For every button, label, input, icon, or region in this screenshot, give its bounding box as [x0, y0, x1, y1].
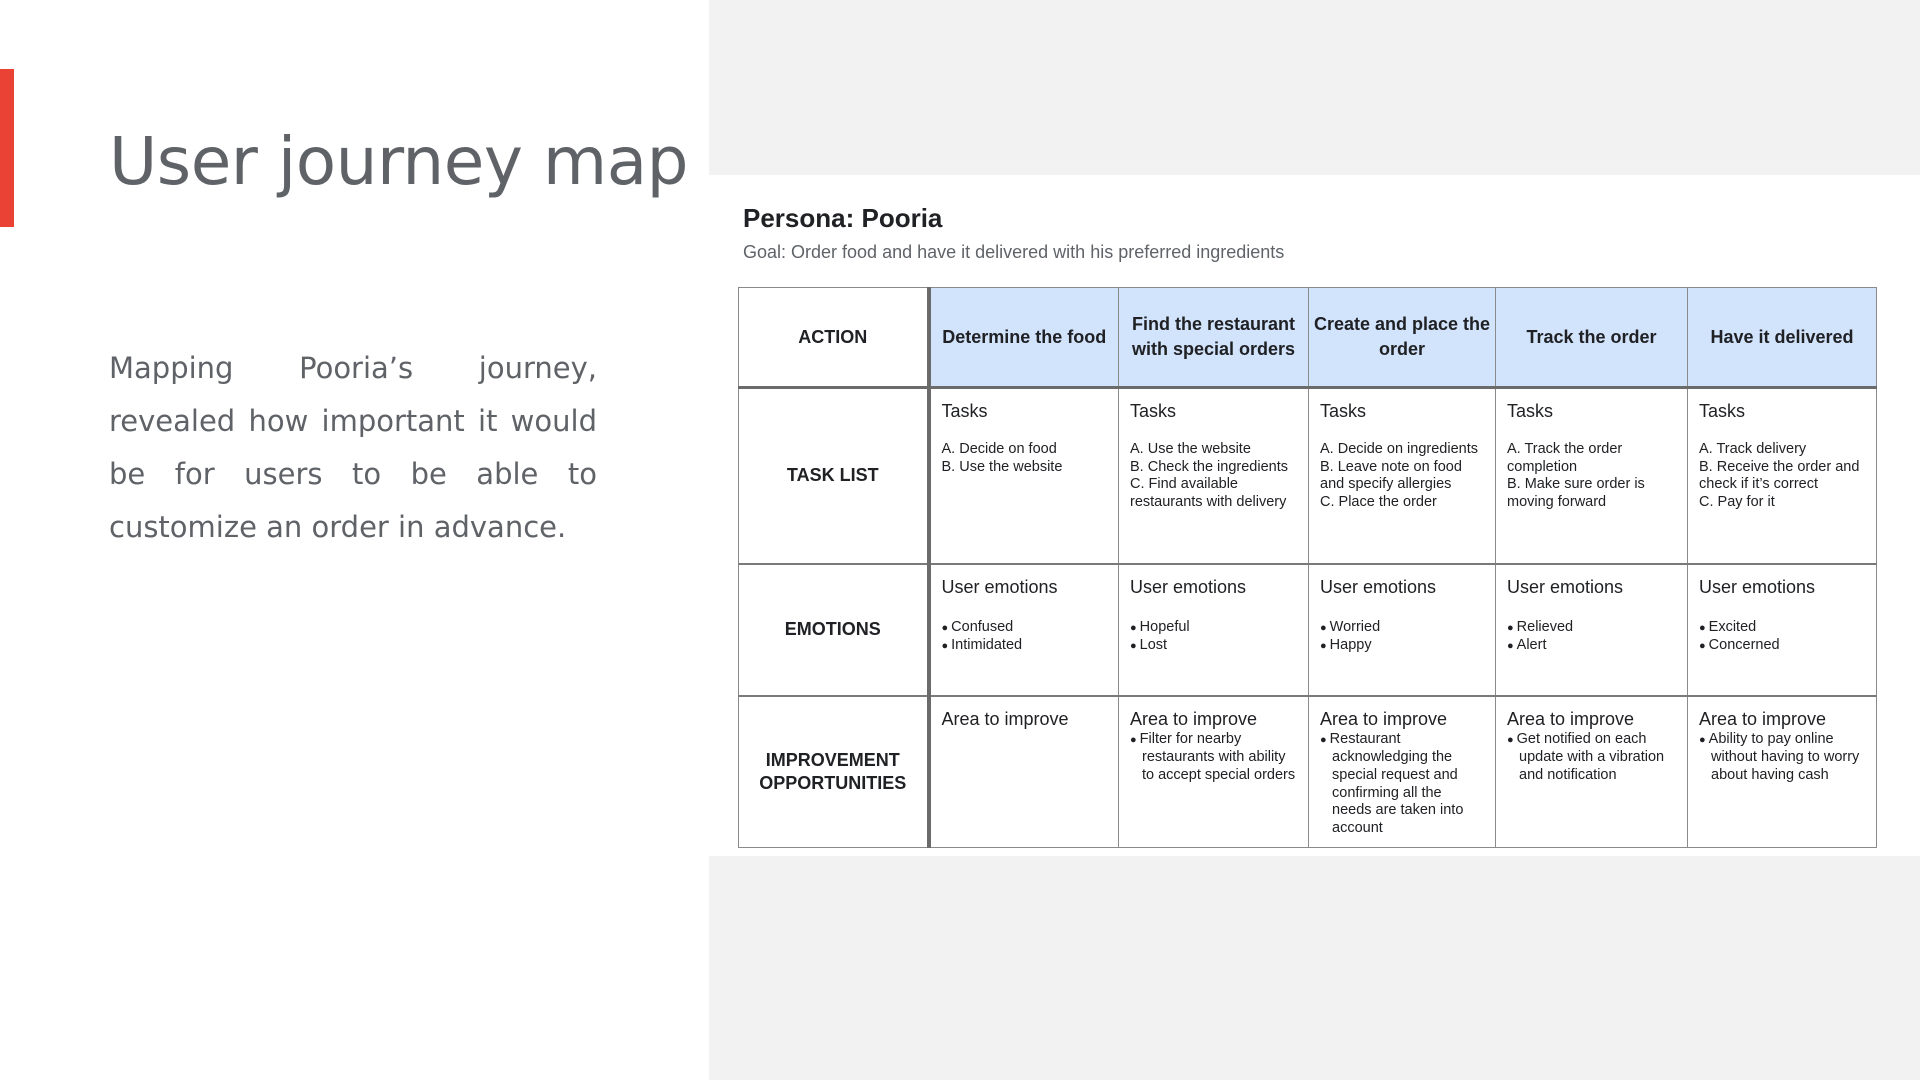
task-cell-content: [931, 389, 1119, 484]
emotion-cell: [1688, 564, 1877, 696]
emotion-item: ● Concerned: [1699, 637, 1866, 656]
emotion-cell-title: User emotions: [941, 576, 1058, 597]
journey-map-image: [709, 175, 1920, 856]
emotion-item: ● Lost: [1130, 637, 1298, 656]
task-item: B. Receive the order and check if it’s correct: [1699, 458, 1860, 493]
improvement-cell: [1119, 696, 1309, 848]
action-header-cell: Have it delivered: [1688, 288, 1877, 388]
action-row: [739, 288, 1877, 388]
action-header-cell: Determine the food: [929, 288, 1119, 388]
task-cell-title: Tasks: [1699, 401, 1746, 421]
emotion-cell-title: User emotions: [1699, 576, 1816, 597]
task-item: B. Check the ingredients: [1130, 458, 1288, 475]
emotion-cell-content: [931, 565, 1119, 664]
action-header-cell: Track the order: [1496, 288, 1688, 388]
task-item: A. Use the website: [1130, 441, 1251, 457]
emotion-cell: [1496, 564, 1688, 696]
task-list: [1130, 441, 1298, 512]
emotion-cell: [1119, 564, 1309, 696]
row-label-action: ACTION: [739, 288, 929, 388]
improvement-cell-content: [1309, 697, 1495, 846]
improvement-cell-title: Area to improve: [941, 708, 1069, 729]
emotion-list: [1507, 619, 1677, 656]
improvement-cell-content: [931, 697, 1119, 739]
improvement-row: [739, 696, 1877, 848]
emotion-item: ● Alert: [1507, 637, 1677, 656]
improvement-cell-title: Area to improve: [1699, 708, 1827, 729]
task-item: B. Make sure order is moving forward: [1507, 476, 1645, 511]
task-item: A. Track delivery: [1699, 441, 1807, 457]
emotion-item: ● Worried: [1320, 619, 1485, 638]
emotion-item: ● Confused: [942, 619, 1109, 638]
task-cell-title: Tasks: [1320, 401, 1367, 421]
emotion-item: ● Excited: [1699, 619, 1866, 638]
improvement-cell-content: [1119, 697, 1308, 793]
task-cell-content: [1119, 389, 1308, 520]
emotion-item: ● Relieved: [1507, 619, 1677, 638]
improvement-cell: [929, 696, 1119, 848]
improvement-list: [1699, 731, 1866, 785]
task-list: [1699, 441, 1866, 512]
emotion-cell-content: [1496, 565, 1687, 664]
improvement-cell-content: [1688, 697, 1876, 793]
task-cell-title: Tasks: [1130, 401, 1177, 421]
improvement-cell: [1688, 696, 1877, 848]
emotion-cell-content: [1688, 565, 1876, 664]
improvement-cell-content: [1496, 697, 1687, 793]
improvement-list: [1130, 731, 1298, 785]
accent-bar: [0, 69, 14, 227]
task-item: A. Decide on food: [941, 441, 1057, 457]
emotion-list: [1130, 619, 1298, 656]
task-item: C. Place the order: [1320, 494, 1437, 511]
task-cell-content: [1688, 389, 1876, 520]
row-label-task-list: TASK LIST: [739, 388, 929, 564]
emotion-cell-title: User emotions: [1507, 576, 1624, 597]
task-cell: [1309, 388, 1496, 564]
emotions-row: [739, 564, 1877, 696]
emotion-cell-content: [1309, 565, 1495, 664]
emotion-cell-content: [1119, 565, 1308, 664]
task-cell-title: Tasks: [941, 401, 988, 421]
persona-goal: Goal: Order food and have it delivered with his preferred ingredients: [743, 242, 1285, 262]
task-item: A. Track the order completion: [1507, 441, 1623, 475]
improvement-cell-title: Area to improve: [1507, 708, 1635, 729]
emotion-cell-title: User emotions: [1130, 576, 1247, 597]
row-label-emotions: EMOTIONS: [739, 564, 929, 696]
task-item: C. Find available restaurants with delivery: [1130, 476, 1287, 511]
improvement-item: ● Get notified on each update with a vibration and notification: [1507, 731, 1677, 785]
emotion-item: ● Intimidated: [942, 637, 1109, 656]
task-cell: [1119, 388, 1309, 564]
emotion-cell-title: User emotions: [1320, 576, 1437, 597]
emotion-item: ● Hopeful: [1130, 619, 1298, 638]
improvement-cell: [1309, 696, 1496, 848]
emotion-list: [1699, 619, 1866, 656]
improvement-item: ● Ability to pay online without having to worry about having cash: [1699, 731, 1866, 785]
improvement-list: [1507, 731, 1677, 785]
emotion-item: ● Happy: [1320, 637, 1485, 656]
action-header-cell: Create and place the order: [1309, 288, 1496, 388]
emotion-list: [1320, 619, 1485, 656]
task-cell: [1496, 388, 1688, 564]
task-item: B. Leave note on food and specify allergies: [1320, 458, 1462, 493]
task-cell-content: [1309, 389, 1495, 520]
emotion-cell: [1309, 564, 1496, 696]
task-list: [1320, 441, 1485, 512]
task-cell: [929, 388, 1119, 564]
slide-title: User journey map: [109, 123, 689, 200]
task-item: C. Pay for it: [1699, 494, 1775, 511]
journey-table: [738, 287, 1877, 848]
improvement-cell-title: Area to improve: [1130, 708, 1258, 729]
emotion-cell: [929, 564, 1119, 696]
task-item: A. Decide on ingredients: [1320, 441, 1478, 457]
task-cell-title: Tasks: [1507, 401, 1554, 421]
task-item: B. Use the website: [941, 458, 1063, 475]
improvement-list: [1320, 731, 1485, 838]
improvement-item: ● Filter for nearby restaurants with ability to accept special orders: [1130, 731, 1298, 785]
improvement-cell-title: Area to improve: [1320, 708, 1448, 729]
task-cell: [1688, 388, 1877, 564]
task-cell-content: [1496, 389, 1687, 520]
persona-title: Persona: Pooria: [743, 203, 943, 233]
task-list: [1507, 441, 1677, 512]
improvement-cell: [1496, 696, 1688, 848]
emotion-list: [942, 619, 1109, 656]
slide-body-text: Mapping Pooria’s journey, revealed how important it would be for users to be able to customize an order in advance.: [109, 351, 597, 544]
row-label-improvement: IMPROVEMENT OPPORTUNITIES: [739, 696, 929, 848]
improvement-item: ● Restaurant acknowledging the special request and confirming all the needs are taken into account: [1320, 731, 1485, 838]
action-header-cell: Find the restaurant with special orders: [1119, 288, 1309, 388]
task-list: [942, 441, 1109, 476]
task-list-row: [739, 388, 1877, 564]
